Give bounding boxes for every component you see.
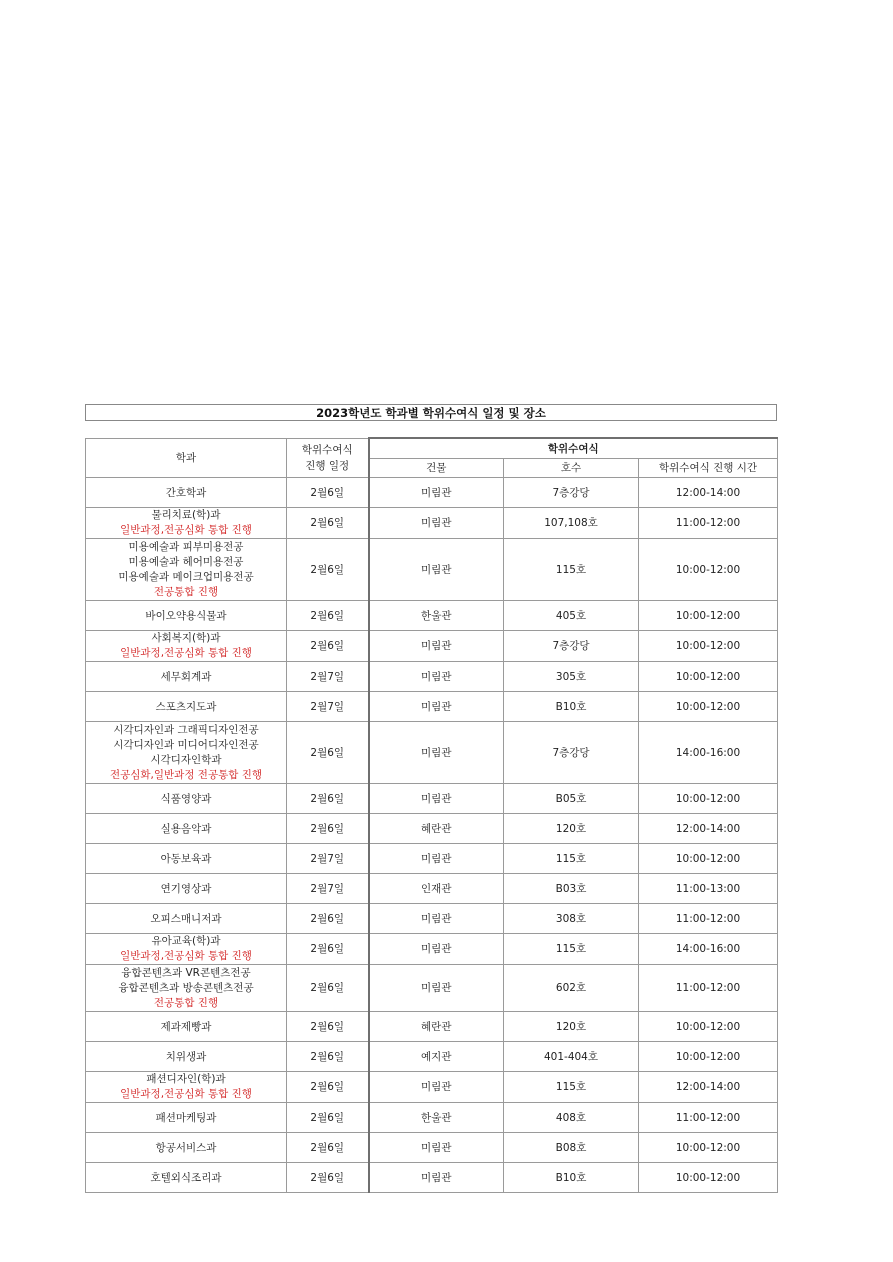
table-row bbox=[86, 1042, 778, 1072]
cell-room: 602호 bbox=[504, 965, 639, 1012]
cell-room: B10호 bbox=[504, 692, 639, 722]
dept-name: 미용예술과 메이크업미용전공 bbox=[118, 570, 254, 583]
cell-room: 115호 bbox=[504, 844, 639, 874]
cell-time: 10:00-12:00 bbox=[639, 601, 778, 631]
table-row bbox=[86, 601, 778, 631]
cell-building: 한울관 bbox=[369, 601, 504, 631]
cell-dept bbox=[86, 539, 287, 601]
cell-time: 12:00-14:00 bbox=[639, 814, 778, 844]
cell-room: B10호 bbox=[504, 1163, 639, 1193]
header-group: 학위수여식 bbox=[369, 438, 778, 459]
header-time: 학위수여식 진행 시간 bbox=[639, 459, 778, 478]
cell-date: 2월6일 bbox=[287, 1012, 369, 1042]
cell-room: B05호 bbox=[504, 784, 639, 814]
cell-room: 115호 bbox=[504, 539, 639, 601]
cell-time: 10:00-12:00 bbox=[639, 1163, 778, 1193]
cell-room: 120호 bbox=[504, 1012, 639, 1042]
cell-building: 미림관 bbox=[369, 508, 504, 539]
cell-building: 미림관 bbox=[369, 844, 504, 874]
dept-name: 융합콘텐츠과 방송콘텐츠전공 bbox=[118, 981, 254, 994]
dept-name: 시각디자인학과 bbox=[150, 753, 222, 766]
cell-room: 408호 bbox=[504, 1103, 639, 1133]
dept-name: 실용음악과 bbox=[160, 822, 212, 835]
table-row bbox=[86, 539, 778, 601]
cell-time: 14:00-16:00 bbox=[639, 722, 778, 784]
cell-time: 10:00-12:00 bbox=[639, 784, 778, 814]
header-date-line2: 진행 일정 bbox=[305, 459, 350, 472]
cell-dept bbox=[86, 784, 287, 814]
cell-dept bbox=[86, 662, 287, 692]
header-dept: 학과 bbox=[86, 438, 287, 478]
dept-name: 시각디자인과 그래픽디자인전공 bbox=[113, 723, 259, 736]
table-row bbox=[86, 904, 778, 934]
cell-date: 2월6일 bbox=[287, 1072, 369, 1103]
cell-dept bbox=[86, 631, 287, 662]
cell-building: 미림관 bbox=[369, 722, 504, 784]
table-row bbox=[86, 1103, 778, 1133]
table-row bbox=[86, 784, 778, 814]
cell-date: 2월6일 bbox=[287, 722, 369, 784]
header-building: 건물 bbox=[369, 459, 504, 478]
cell-date: 2월6일 bbox=[287, 631, 369, 662]
cell-building: 혜란관 bbox=[369, 814, 504, 844]
cell-room: 115호 bbox=[504, 1072, 639, 1103]
cell-date: 2월6일 bbox=[287, 478, 369, 508]
cell-date: 2월6일 bbox=[287, 601, 369, 631]
cell-time: 10:00-12:00 bbox=[639, 1012, 778, 1042]
cell-time: 10:00-12:00 bbox=[639, 662, 778, 692]
cell-dept bbox=[86, 904, 287, 934]
cell-dept bbox=[86, 692, 287, 722]
cell-date: 2월6일 bbox=[287, 539, 369, 601]
cell-room: 7층강당 bbox=[504, 631, 639, 662]
dept-name: 사회복지(학)과 bbox=[151, 632, 221, 644]
cell-time: 11:00-12:00 bbox=[639, 508, 778, 539]
table-row bbox=[86, 478, 778, 508]
cell-room: 308호 bbox=[504, 904, 639, 934]
table-row bbox=[86, 1012, 778, 1042]
table-row bbox=[86, 934, 778, 965]
cell-dept bbox=[86, 844, 287, 874]
cell-dept bbox=[86, 508, 287, 539]
cell-time: 11:00-13:00 bbox=[639, 874, 778, 904]
dept-name: 제과제빵과 bbox=[160, 1020, 212, 1033]
dept-name: 물리치료(학)과 bbox=[151, 509, 221, 521]
dept-name: 치위생과 bbox=[165, 1050, 207, 1063]
dept-note: 전공통합 진행 bbox=[153, 996, 219, 1009]
dept-note: 전공통합 진행 bbox=[153, 585, 219, 598]
cell-time: 10:00-12:00 bbox=[639, 692, 778, 722]
header-date bbox=[287, 438, 369, 478]
cell-building: 미림관 bbox=[369, 662, 504, 692]
table-row bbox=[86, 692, 778, 722]
cell-time: 11:00-12:00 bbox=[639, 904, 778, 934]
cell-dept bbox=[86, 1163, 287, 1193]
dept-name: 아동보육과 bbox=[160, 852, 212, 865]
dept-name: 식품영양과 bbox=[160, 792, 212, 805]
dept-name: 패션디자인(학)과 bbox=[146, 1073, 226, 1085]
cell-building: 미림관 bbox=[369, 1133, 504, 1163]
table-row bbox=[86, 844, 778, 874]
cell-building: 미림관 bbox=[369, 539, 504, 601]
dept-name: 미용예술과 헤어미용전공 bbox=[128, 555, 244, 568]
dept-note: 일반과정,전공심화 통합 진행 bbox=[120, 1088, 252, 1100]
cell-dept bbox=[86, 814, 287, 844]
dept-name: 오피스매니저과 bbox=[150, 912, 222, 925]
dept-name: 시각디자인과 미디어디자인전공 bbox=[113, 738, 259, 751]
dept-name: 유아교육(학)과 bbox=[151, 935, 221, 947]
cell-date: 2월6일 bbox=[287, 784, 369, 814]
dept-note: 일반과정,전공심화 통합 진행 bbox=[120, 647, 252, 659]
cell-time: 12:00-14:00 bbox=[639, 1072, 778, 1103]
dept-name: 융합콘텐츠과 VR콘텐츠전공 bbox=[121, 966, 251, 979]
dept-name: 호텔외식조리과 bbox=[150, 1171, 222, 1184]
cell-room: 107,108호 bbox=[504, 508, 639, 539]
cell-room: 405호 bbox=[504, 601, 639, 631]
cell-time: 12:00-14:00 bbox=[639, 478, 778, 508]
table-row bbox=[86, 965, 778, 1012]
cell-room: 115호 bbox=[504, 934, 639, 965]
table-row bbox=[86, 814, 778, 844]
cell-room: 120호 bbox=[504, 814, 639, 844]
cell-building: 미림관 bbox=[369, 784, 504, 814]
cell-dept bbox=[86, 1103, 287, 1133]
cell-room: 7층강당 bbox=[504, 722, 639, 784]
dept-name: 간호학과 bbox=[165, 486, 207, 499]
graduation-schedule-table bbox=[85, 437, 778, 1193]
table-row bbox=[86, 874, 778, 904]
cell-date: 2월7일 bbox=[287, 662, 369, 692]
document-title: 2023학년도 학과별 학위수여식 일정 및 장소 bbox=[85, 404, 777, 421]
cell-time: 10:00-12:00 bbox=[639, 1133, 778, 1163]
table-row bbox=[86, 508, 778, 539]
cell-time: 10:00-12:00 bbox=[639, 1042, 778, 1072]
table-row bbox=[86, 631, 778, 662]
cell-date: 2월7일 bbox=[287, 844, 369, 874]
cell-building: 미림관 bbox=[369, 904, 504, 934]
cell-dept bbox=[86, 1042, 287, 1072]
cell-dept bbox=[86, 934, 287, 965]
dept-name: 항공서비스과 bbox=[155, 1141, 217, 1154]
dept-name: 연기영상과 bbox=[160, 882, 212, 895]
cell-dept bbox=[86, 1072, 287, 1103]
dept-name: 미용예술과 피부미용전공 bbox=[128, 540, 244, 553]
cell-date: 2월6일 bbox=[287, 1103, 369, 1133]
cell-date: 2월6일 bbox=[287, 965, 369, 1012]
cell-dept bbox=[86, 722, 287, 784]
cell-date: 2월6일 bbox=[287, 508, 369, 539]
cell-date: 2월6일 bbox=[287, 1042, 369, 1072]
cell-date: 2월6일 bbox=[287, 1133, 369, 1163]
cell-time: 14:00-16:00 bbox=[639, 934, 778, 965]
table-row bbox=[86, 1163, 778, 1193]
cell-date: 2월6일 bbox=[287, 934, 369, 965]
cell-date: 2월7일 bbox=[287, 692, 369, 722]
cell-room: B03호 bbox=[504, 874, 639, 904]
header-date-line1: 학위수여식 bbox=[301, 443, 353, 456]
dept-name: 패션마케팅과 bbox=[155, 1111, 217, 1124]
cell-date: 2월7일 bbox=[287, 874, 369, 904]
cell-building: 한울관 bbox=[369, 1103, 504, 1133]
cell-building: 예지관 bbox=[369, 1042, 504, 1072]
cell-room: 401-404호 bbox=[504, 1042, 639, 1072]
cell-date: 2월6일 bbox=[287, 904, 369, 934]
dept-name: 스포츠지도과 bbox=[155, 700, 217, 713]
cell-time: 10:00-12:00 bbox=[639, 631, 778, 662]
dept-note: 일반과정,전공심화 통합 진행 bbox=[120, 950, 252, 962]
cell-building: 미림관 bbox=[369, 631, 504, 662]
cell-time: 10:00-12:00 bbox=[639, 539, 778, 601]
cell-dept bbox=[86, 965, 287, 1012]
cell-dept bbox=[86, 1012, 287, 1042]
cell-building: 미림관 bbox=[369, 478, 504, 508]
header-room: 호수 bbox=[504, 459, 639, 478]
cell-building: 미림관 bbox=[369, 934, 504, 965]
cell-date: 2월6일 bbox=[287, 814, 369, 844]
cell-room: 305호 bbox=[504, 662, 639, 692]
cell-room: B08호 bbox=[504, 1133, 639, 1163]
cell-dept bbox=[86, 601, 287, 631]
table-body bbox=[86, 478, 778, 1193]
cell-building: 미림관 bbox=[369, 965, 504, 1012]
cell-dept bbox=[86, 874, 287, 904]
table-row bbox=[86, 722, 778, 784]
cell-time: 10:00-12:00 bbox=[639, 844, 778, 874]
dept-name: 세무회계과 bbox=[160, 670, 212, 683]
table-row bbox=[86, 662, 778, 692]
cell-building: 미림관 bbox=[369, 692, 504, 722]
dept-note: 전공심화,일반과정 전공통합 진행 bbox=[109, 768, 262, 781]
cell-building: 미림관 bbox=[369, 1072, 504, 1103]
dept-note: 일반과정,전공심화 통합 진행 bbox=[120, 524, 252, 536]
cell-time: 11:00-12:00 bbox=[639, 965, 778, 1012]
table-row bbox=[86, 1072, 778, 1103]
cell-building: 인재관 bbox=[369, 874, 504, 904]
cell-building: 혜란관 bbox=[369, 1012, 504, 1042]
table-row bbox=[86, 1133, 778, 1163]
cell-date: 2월6일 bbox=[287, 1163, 369, 1193]
cell-dept bbox=[86, 478, 287, 508]
cell-time: 11:00-12:00 bbox=[639, 1103, 778, 1133]
cell-room: 7층강당 bbox=[504, 478, 639, 508]
dept-name: 바이오약용식물과 bbox=[145, 609, 227, 622]
cell-building: 미림관 bbox=[369, 1163, 504, 1193]
cell-dept bbox=[86, 1133, 287, 1163]
